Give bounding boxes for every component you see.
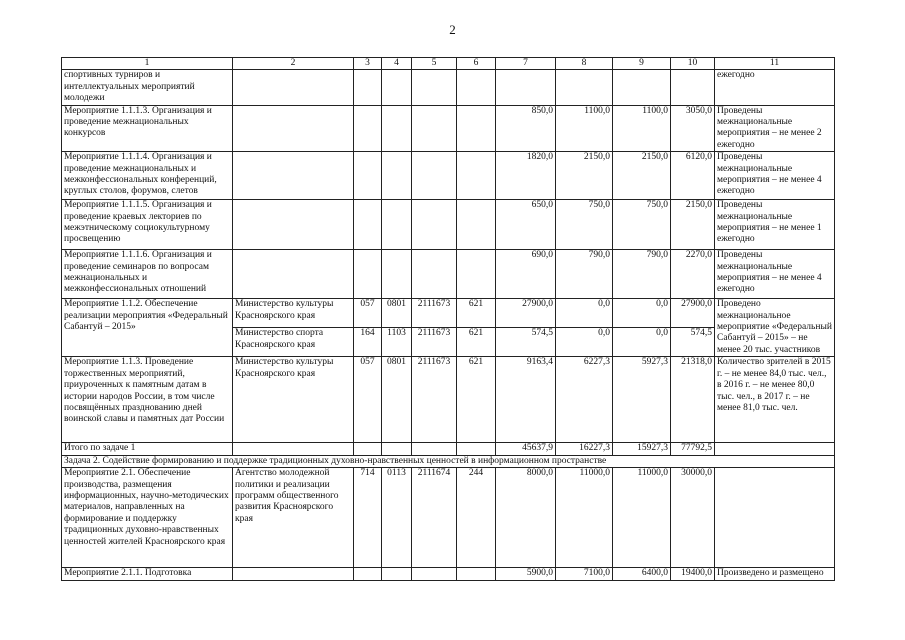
activity-cell: Мероприятие 1.1.1.4. Организация и проведение межнациональных и межконфессиональных конференций, круглых столов, форумов, слетов (62, 152, 233, 200)
table-row (62, 568, 835, 580)
value-cell: 21318,0 (671, 357, 715, 443)
header-cell: 6 (457, 58, 496, 70)
value-cell: 1100,0 (613, 105, 671, 152)
value-cell: 7100,0 (556, 568, 613, 580)
value-cell: 5927,3 (613, 357, 671, 443)
code-cell: 0113 (382, 468, 412, 568)
result-cell: Проведены межнациональные мероприятия – не менее 2 ежегодно (715, 105, 835, 152)
result-cell: ежегодно (715, 70, 835, 105)
table-row (62, 250, 835, 299)
value-cell: 27900,0 (671, 299, 715, 328)
table-row (62, 152, 835, 200)
value-cell: 650,0 (496, 200, 556, 250)
table-row (62, 200, 835, 250)
code-cell: 2111673 (412, 357, 457, 443)
table-row (62, 299, 835, 328)
code-cell: 164 (354, 328, 382, 357)
activity-cell: Мероприятие 1.1.1.5. Организация и проведение краевых лекториев по межэтническому социокультурному просвещению (62, 200, 233, 250)
total-value: 15927,3 (613, 443, 671, 455)
code-cell: 621 (457, 357, 496, 443)
result-cell: Проведены межнациональные мероприятия – не менее 4 ежегодно (715, 152, 835, 200)
result-cell: Проведены межнациональные мероприятия – не менее 1 ежегодно (715, 200, 835, 250)
value-cell: 27900,0 (496, 299, 556, 328)
value-cell: 850,0 (496, 105, 556, 152)
total-value: 16227,3 (556, 443, 613, 455)
result-cell: Произведено и размещено (715, 568, 835, 580)
header-cell: 8 (556, 58, 613, 70)
value-cell: 2270,0 (671, 250, 715, 299)
code-cell: 621 (457, 328, 496, 357)
header-cell: 1 (62, 58, 233, 70)
value-cell: 574,5 (671, 328, 715, 357)
value-cell: 574,5 (496, 328, 556, 357)
activity-cell: спортивных турниров и интеллектуальных мероприятий молодежи (62, 70, 233, 105)
value-cell: 2150,0 (556, 152, 613, 200)
header-cell: 9 (613, 58, 671, 70)
value-cell: 750,0 (613, 200, 671, 250)
value-cell: 790,0 (613, 250, 671, 299)
value-cell: 0,0 (613, 328, 671, 357)
activity-cell: Мероприятие 1.1.3. Проведение торжественных мероприятий, приуроченных к памятным датам в истории народов России, в том числе посвящённых празднованию дней воинской славы и памятных дат России (62, 357, 233, 443)
value-cell: 790,0 (556, 250, 613, 299)
code-cell: 057 (354, 299, 382, 328)
table-row (62, 70, 835, 105)
value-cell: 1100,0 (556, 105, 613, 152)
task-heading-row (62, 455, 835, 467)
code-cell: 2111673 (412, 328, 457, 357)
executor-cell: Агентство молодежной политики и реализации программ общественного развития Красноярского края (233, 468, 354, 568)
header-cell: 10 (671, 58, 715, 70)
code-cell: 057 (354, 357, 382, 443)
total-value: 45637,9 (496, 443, 556, 455)
header-cell: 11 (715, 58, 835, 70)
executor-cell: Министерство культуры Красноярского края (233, 299, 354, 328)
result-cell: Проведены межнациональные мероприятия – не менее 4 ежегодно (715, 250, 835, 299)
table-row (62, 105, 835, 152)
code-cell: 2111673 (412, 299, 457, 328)
activity-cell: Мероприятие 2.1. Обеспечение производства, размещения информационных, научно-методических материалов, направленных на формирование и поддержку традиционных духовно-нравственных ценностей жителей Красноярского края (62, 468, 233, 568)
value-cell: 11000,0 (556, 468, 613, 568)
code-cell: 244 (457, 468, 496, 568)
value-cell: 0,0 (556, 328, 613, 357)
code-cell: 0801 (382, 299, 412, 328)
code-cell: 714 (354, 468, 382, 568)
value-cell: 8000,0 (496, 468, 556, 568)
value-cell: 19400,0 (671, 568, 715, 580)
value-cell: 3050,0 (671, 105, 715, 152)
code-cell: 2111674 (412, 468, 457, 568)
value-cell: 6227,3 (556, 357, 613, 443)
value-cell: 30000,0 (671, 468, 715, 568)
value-cell: 2150,0 (671, 200, 715, 250)
activity-cell: Мероприятие 1.1.1.3. Организация и проведение межнациональных конкурсов (62, 105, 233, 152)
page-number: 2 (449, 22, 456, 37)
code-cell: 1103 (382, 328, 412, 357)
activity-cell: Мероприятие 1.1.2. Обеспечение реализации мероприятия «Федеральный Сабантуй – 2015» (62, 299, 233, 357)
value-cell: 5900,0 (496, 568, 556, 580)
activity-cell: Мероприятие 1.1.1.6. Организация и проведение семинаров по вопросам межнациональных и межконфессиональных отношений (62, 250, 233, 299)
header-cell: 4 (382, 58, 412, 70)
total-row (62, 443, 835, 455)
value-cell: 0,0 (613, 299, 671, 328)
total-value: 77792,5 (671, 443, 715, 455)
executor-cell: Министерство культуры Красноярского края (233, 357, 354, 443)
code-cell: 0801 (382, 357, 412, 443)
total-label: Итого по задаче 1 (62, 443, 233, 455)
table-row (62, 357, 835, 443)
value-cell: 690,0 (496, 250, 556, 299)
value-cell: 2150,0 (613, 152, 671, 200)
value-cell: 9163,4 (496, 357, 556, 443)
result-cell: Проведено межнациональное мероприятие «Федеральный Сабантуй – 2015» – не менее 20 тыс. участников (715, 299, 835, 357)
activity-cell: Мероприятие 2.1.1. Подготовка (62, 568, 233, 580)
table-row (62, 468, 835, 568)
task-heading: Задача 2. Содействие формированию и поддержке традиционных духовно-нравственных ценностей в информационном пространстве (62, 455, 835, 467)
header-row (62, 58, 835, 70)
header-cell: 2 (233, 58, 354, 70)
header-cell: 7 (496, 58, 556, 70)
value-cell: 6400,0 (613, 568, 671, 580)
result-cell: Количество зрителей в 2015 г. – не менее 84,0 тыс. чел., в 2016 г. – не менее 80,0 тыс. чел., в 2017 г. – не менее 81,0 тыс. чел. (715, 357, 835, 443)
header-cell: 3 (354, 58, 382, 70)
budget-table (61, 57, 835, 581)
value-cell: 750,0 (556, 200, 613, 250)
value-cell: 11000,0 (613, 468, 671, 568)
executor-cell: Министерство спорта Красноярского края (233, 328, 354, 357)
value-cell: 6120,0 (671, 152, 715, 200)
header-cell: 5 (412, 58, 457, 70)
value-cell: 0,0 (556, 299, 613, 328)
value-cell: 1820,0 (496, 152, 556, 200)
code-cell: 621 (457, 299, 496, 328)
